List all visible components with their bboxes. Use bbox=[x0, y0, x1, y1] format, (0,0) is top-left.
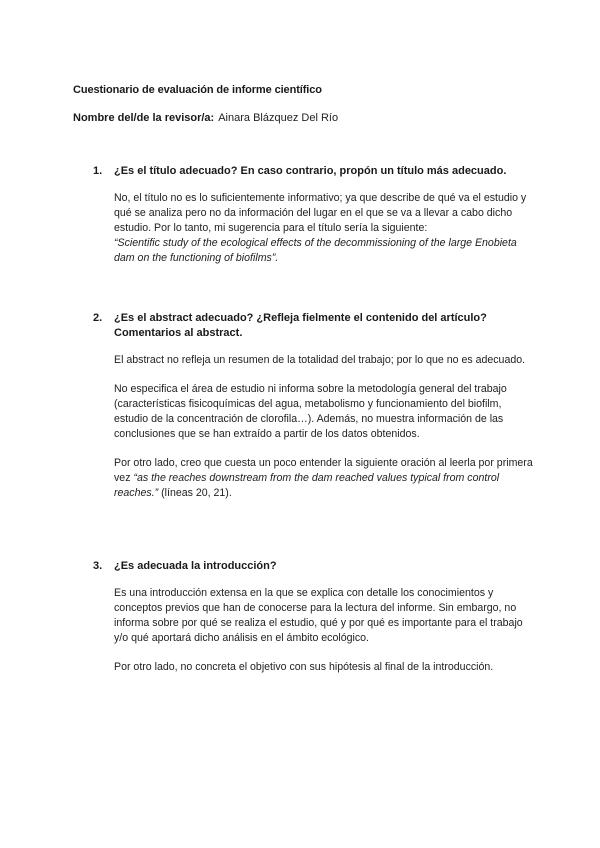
answer-text: Por otro lado, creo que cuesta un poco entender la siguiente oración al leerla por primera vez bbox=[114, 457, 533, 484]
question-heading bbox=[93, 311, 533, 341]
answer-text: El abstract no refleja un resumen de la totalidad del trabajo; por lo que no es adecuado. bbox=[114, 354, 526, 366]
answer-paragraph bbox=[114, 382, 533, 442]
question-3 bbox=[93, 559, 533, 675]
question-answer bbox=[114, 353, 533, 501]
line-reference: (líneas 20, 21). bbox=[158, 487, 232, 499]
question-2 bbox=[93, 311, 533, 501]
abstract-quote: “as the reaches downstream from the dam reached values typical from control reaches.” bbox=[114, 472, 500, 499]
question-1 bbox=[93, 164, 533, 266]
answer-text: Es una introducción extensa en la que se explica con detalle los conocimientos y conceptos previos que han de conocerse para la lectura del informe. Sin embargo, no informa sobre por qué se realiza el estudio, qué y por qué es importante para el trabajo y/o qué aportará dicho análisis en el ámbito ecológico. bbox=[114, 587, 523, 644]
answer-paragraph bbox=[114, 456, 533, 501]
answer-text: Por otro lado, no concreta el objetivo con sus hipótesis al final de la introducción. bbox=[114, 661, 494, 673]
reviewer-line bbox=[73, 112, 338, 124]
document-title: Cuestionario de evaluación de informe científico bbox=[73, 84, 322, 96]
question-answer bbox=[114, 191, 533, 266]
answer-text: No, el título no es lo suficientemente informativo; ya que describe de qué va el estudio y qué se analiza pero no da información del lugar en el que se va a llevar a cabo dicho estudio. Por lo tanto, mi sugerencia para el título sería la siguiente: bbox=[114, 192, 527, 234]
question-number: 1. bbox=[93, 165, 103, 177]
question-heading-text: ¿Es adecuada la introducción? bbox=[114, 560, 277, 572]
answer-paragraph bbox=[114, 586, 533, 646]
suggested-title-quote: “Scientific study of the ecological effects of the decommissioning of the large Enobieta dam on the functioning of biofilms”. bbox=[114, 237, 517, 264]
question-heading bbox=[93, 559, 533, 574]
answer-paragraph bbox=[114, 660, 533, 675]
question-number: 3. bbox=[93, 560, 103, 572]
answer-text: No especifica el área de estudio ni informa sobre la metodología general del trabajo (características fisicoquímicas del agua, metabolismo y funcionamiento del biofilm, estudio de la concentración de clorofila…). Además, no muestra información de las conclusiones que se han extraído a partir de los datos obtenidos. bbox=[114, 383, 507, 440]
reviewer-name: Ainara Blázquez Del Río bbox=[218, 112, 339, 124]
answer-paragraph bbox=[114, 353, 533, 368]
answer-paragraph bbox=[114, 191, 533, 266]
question-heading-text: ¿Es el título adecuado? En caso contrario, propón un título más adecuado. bbox=[114, 165, 507, 177]
reviewer-label: Nombre del/de la revisor/a: bbox=[73, 112, 215, 124]
question-heading bbox=[93, 164, 533, 179]
question-answer bbox=[114, 586, 533, 675]
question-number: 2. bbox=[93, 312, 103, 324]
question-heading-text: ¿Es el abstract adecuado? ¿Refleja fielmente el contenido del artículo? Comentarios al abstract. bbox=[114, 312, 487, 339]
